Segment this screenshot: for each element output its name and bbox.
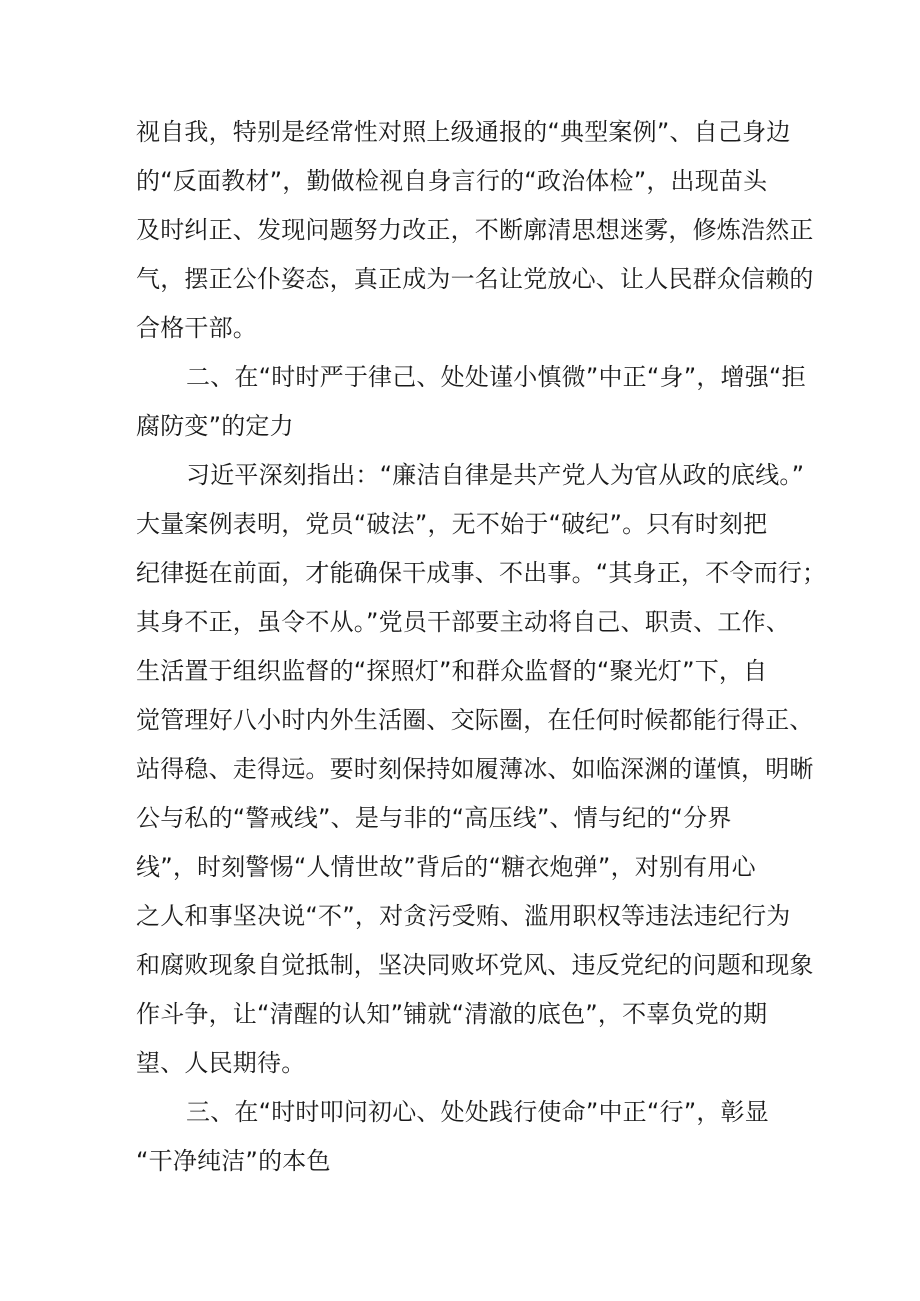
- section-heading: “干净纯洁”的本色: [136, 1147, 331, 1175]
- text-line: 望、人民期待。: [136, 1049, 306, 1077]
- text-line: 站得稳、走得远。要时刻保持如履薄冰、如临深渊的谨慎，明晰: [136, 755, 814, 783]
- text-line: 及时纠正、发现问题努力改正，不断廓清思想迷雾，修炼浩然正: [136, 216, 814, 244]
- section-heading: 二、在“时时严于律己、处处谨小慎微”中正“身”，增强“拒: [186, 363, 806, 391]
- text-line: 觉管理好八小时内外生活圈、交际圈，在任何时候都能行得正、: [136, 706, 814, 734]
- text-line: 气，摆正公仆姿态，真正成为一名让党放心、让人民群众信赖的: [136, 265, 814, 293]
- text-line: 公与私的“警戒线”、是与非的“高压线”、情与纪的“分界: [136, 804, 732, 832]
- text-line: 习近平深刻指出：“廉洁自律是共产党人为官从政的底线。”: [186, 461, 805, 489]
- text-line: 纪律挺在前面，才能确保干成事、不出事。“其身正，不令而行；: [136, 559, 827, 587]
- text-line: 其身不正，虽令不从。”党员干部要主动将自己、职责、工作、: [136, 608, 791, 636]
- text-line: 视自我，特别是经常性对照上级通报的“典型案例”、自己身边: [136, 118, 791, 146]
- text-line: 线”，时刻警惕“人情世故”背后的“糖衣炮弹”，对别有用心: [136, 853, 756, 881]
- text-line: 大量案例表明，党员“破法”，无不始于“破纪”。只有时刻把: [136, 510, 768, 538]
- text-line: 之人和事坚决说“不”，对贪污受贿、滥用职权等违法违纪行为: [136, 902, 791, 930]
- text-line: 合格干部。: [136, 314, 257, 342]
- text-line: 和腐败现象自觉抵制，坚决同败坏党风、违反党纪的问题和现象: [136, 951, 814, 979]
- section-heading: 腐防变”的定力: [136, 412, 294, 440]
- text-line: 生活置于组织监督的“探照灯”和群众监督的“聚光灯”下，自: [136, 657, 768, 685]
- section-heading: 三、在“时时叩问初心、处处践行使命”中正“行”，彰显: [186, 1098, 769, 1126]
- text-line: 作斗争，让“清醒的认知”铺就“清澈的底色”，不辜负党的期: [136, 1000, 768, 1028]
- text-line: 的“反面教材”，勤做检视自身言行的“政治体检”，出现苗头: [136, 167, 768, 195]
